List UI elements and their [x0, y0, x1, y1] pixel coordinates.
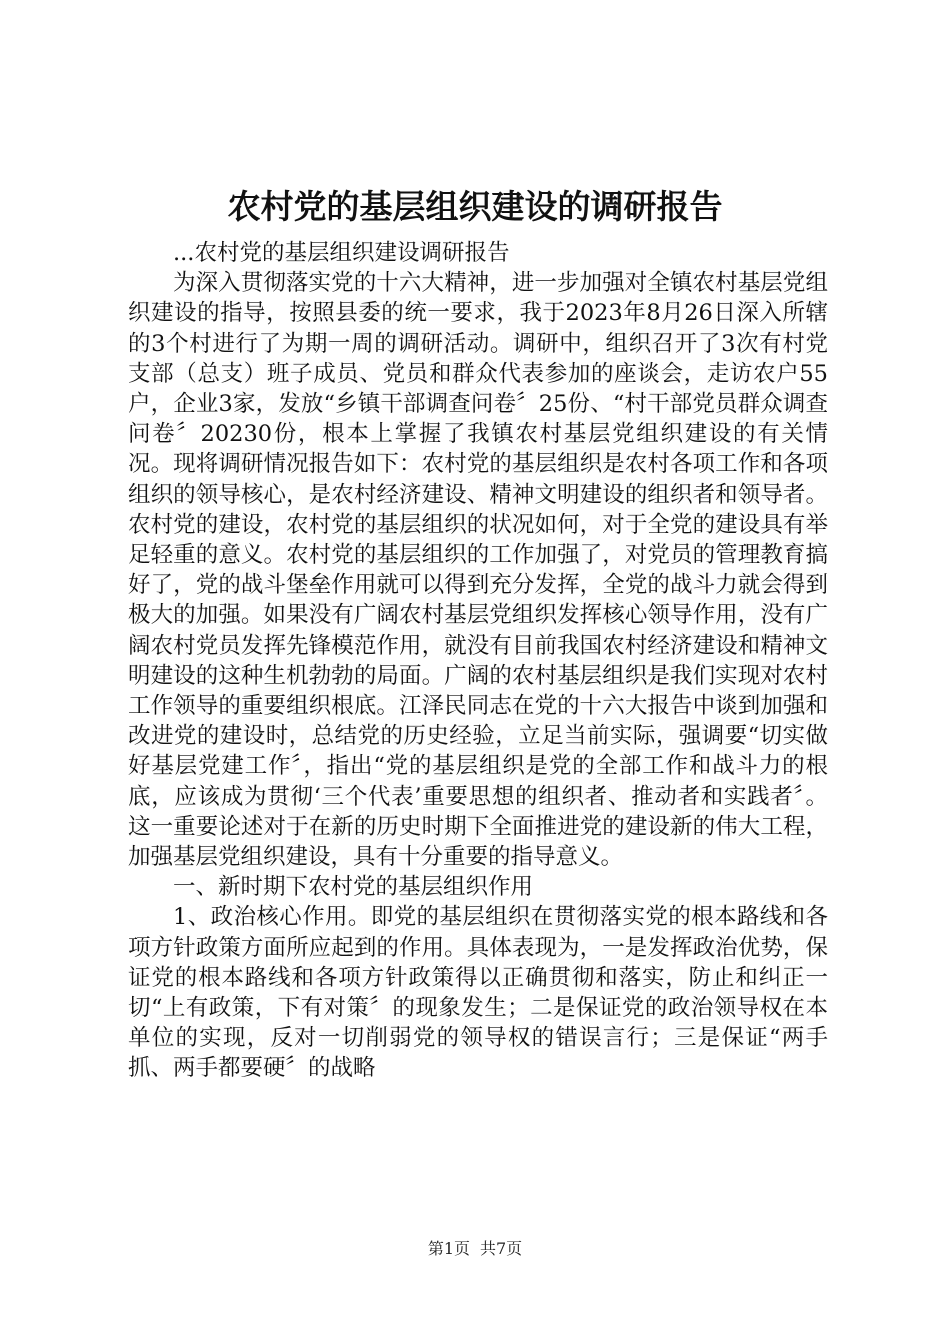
- page-number: 第1页: [427, 1239, 470, 1258]
- page-total: 共7页: [480, 1239, 523, 1258]
- page-footer: [0, 1238, 950, 1260]
- section-heading: 一、新时期下农村党的基层组织作用: [173, 874, 534, 901]
- document-title: 农村党的基层组织建设的调研报告: [227, 187, 723, 226]
- subtitle-paragraph: ...农村党的基层组织建设调研报告: [173, 240, 510, 266]
- document-body: [128, 238, 828, 1084]
- intro-paragraph: 为深入贯彻落实党的十六大精神，进一步加强对全镇农村基层党组织建设的指导，按照县委的统一要求，我于2023年8月26日深入所辖的3个村进行了为期一周的调研活动。调研中，组织召开了3次有村党支部（总支）班子成员、党员和群众代表参加的座谈会，走访农户55户，企业3家，发放“乡镇干部调查问卷〞25份、“村干部党员群众调查问卷〞20230份，根本上掌握了我镇农村基层党组织建设的有关情况。现将调研情况报告如下：农村党的基层组织是农村各项工作和各项组织的领导核心，是农村经济建设、精神文明建设的组织者和领导者。农村党的建设，农村党的基层组织的状况如何，对于全党的建设具有举足轻重的意义。农村党的基层组织的工作加强了，对党员的管理教育搞好了，党的战斗堡垒作用就可以得到充分发挥，全党的战斗力就会得到极大的加强。如果没有广阔农村基层党组织发挥核心领导作用，没有广阔农村党员发挥先锋模范作用，就没有目前我国农村经济建设和精神文明建设的这种生机勃勃的局面。广阔的农村基层组织是我们实现对农村工作领导的重要组织根底。江泽民同志在党的十六大报告中谈到加强和改进党的建设时，总结党的历史经验，立足当前实际，强调要“切实做好基层党建工作〞，指出“党的基层组织是党的全部工作和战斗力的根底，应该成为贯彻‘三个代表’重要思想的组织者、推动者和实践者〞。这一重要论述对于在新的历史时期下全面推进党的建设新的伟大工程，加强基层党组织建设，具有十分重要的指导意义。: [128, 270, 828, 871]
- body-paragraph: 1、政治核心作用。即党的基层组织在贯彻落实党的根本路线和各项方针政策方面所应起到的作用。具体表现为，一是发挥政治优势，保证党的根本路线和各项方针政策得以正确贯彻和落实，防止和纠正一切“上有政策，下有对策〞的现象发生；二是保证党的政治领导权在本单位的实现，反对一切削弱党的领导权的错误言行；三是保证“两手抓、两手都要硬〞的战略: [128, 904, 828, 1082]
